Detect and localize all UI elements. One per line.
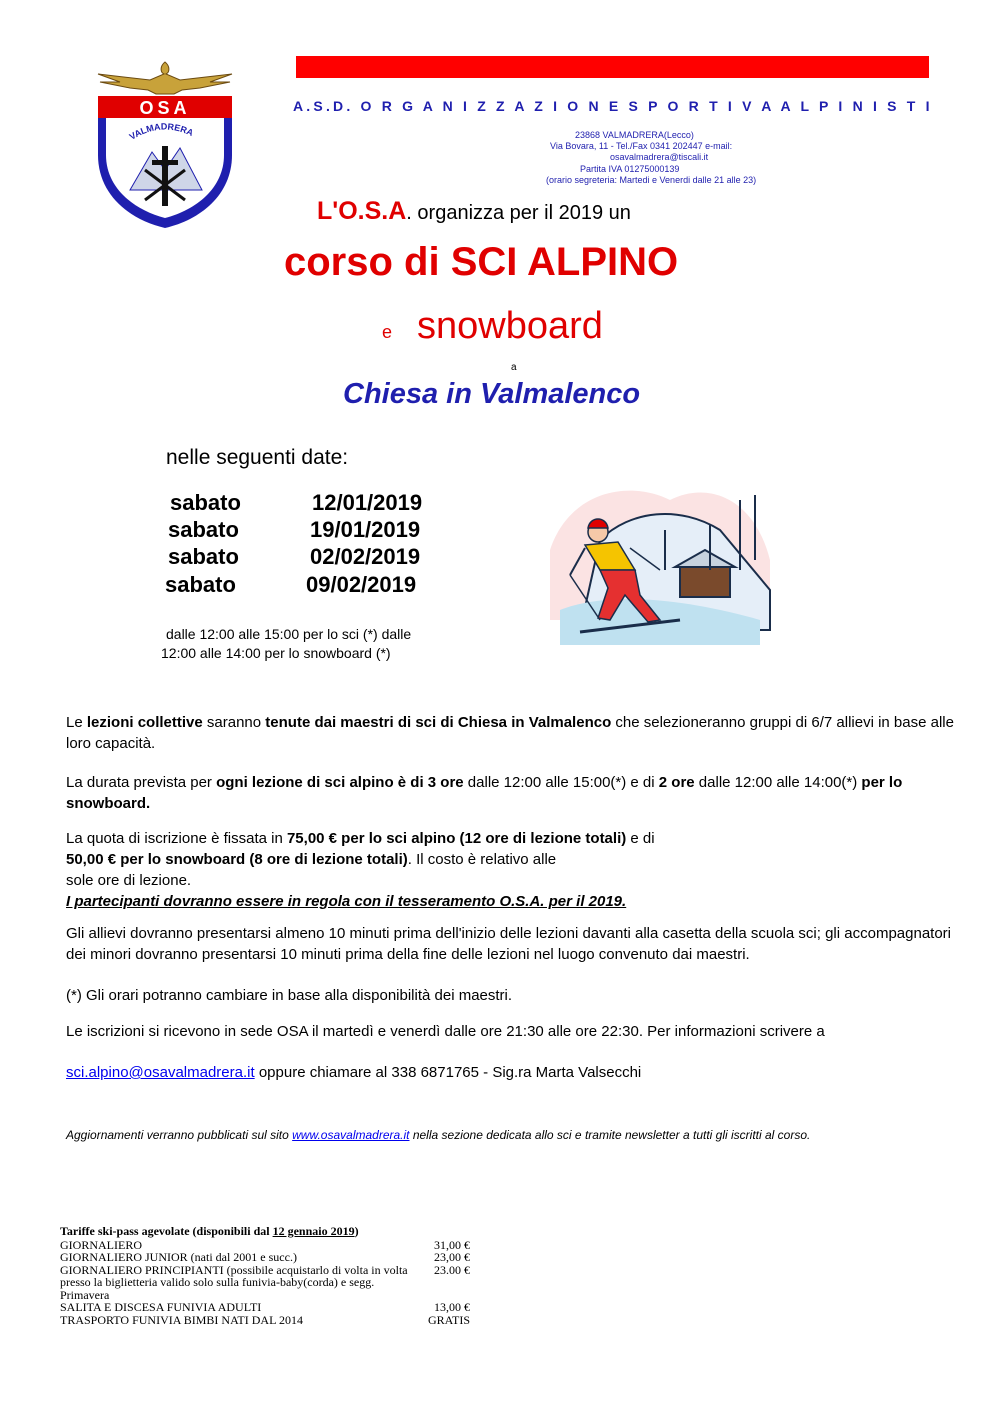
tariffs-title: Tariffe ski-pass agevolate (disponibili dal 12 gennaio 2019) [60,1224,359,1238]
date-value: 09/02/2019 [306,572,417,597]
paragraph-lessons: Le lezioni collettive saranno tenute dai maestri di sci di Chiesa in Valmalenco che selezioneranno gruppi di 6/7 allievi in base alle loro capacità. [66,714,954,752]
tariff-row: GIORNALIERO JUNIOR (nati dal 2001 e succ.) 23,00 € [60,1250,470,1264]
header-red-bar [296,56,929,78]
skier-illustration-icon [540,470,780,650]
paragraph-schedule-note: (*) Gli orari potranno cambiare in base alla disponibilità dei maestri. [66,987,513,1004]
svg-text:OSA: OSA [139,98,191,118]
website-link[interactable]: www.osavalmadrera.it [292,1128,410,1142]
course-title: corso di SCI ALPINO [284,240,679,284]
tariff-row: GIORNALIERO PRINCIPIANTI (possibile acquistarlo di volta in volta presso la biglietteria valido solo sulla funivia-baby(corda) e segg. Primavera23.00 € [60,1262,470,1302]
paragraph-arrival: Gli allievi dovranno presentarsi almeno 10 minuti prima dell'inizio delle lezioni davanti alla casetta della scuola sci; gli accompagnatori dei minori dovranno presentarsi 10 minuti prima della fine delle lezioni nel luogo convenuto dai maestri. [66,925,951,963]
email-link[interactable]: sci.alpino@osavalmadrera.it [66,1064,255,1081]
course-location: Chiesa in Valmalenco [343,378,641,410]
date-day: sabato [168,544,239,569]
course-subtitle: snowboard [417,305,603,347]
tariffs-table [60,1225,470,1326]
contact-line: 23868 VALMADRERA(Lecco) [575,130,694,140]
intro-line [317,197,631,226]
tariff-row: SALITA E DISCESA FUNIVIA ADULTI 13,00 € [60,1300,470,1314]
contact-hours: (orario segreteria: Martedi e Venerdi dalle 21 alle 23) [546,175,757,185]
conjunction-a: a [511,362,517,373]
paragraph-contact: sci.alpino@osavalmadrera.it oppure chiamare al 338 6871765 - Sig.ra Marta Valsecchi [66,1064,642,1081]
contact-line: Via Bovara, 11 - Tel./Fax 0341 202447 e-mail: [550,141,733,151]
date-day: sabato [170,490,241,515]
paragraph-fee: La quota di iscrizione è fissata in 75,00 € per lo sci alpino (12 ore di lezione totali) e di 50,00 € per lo snowboard (8 ore di lezione totali). Il costo è relativo alle sole ore di lezione. I partecipanti dovranno essere in regola con il tesseramento O.S.A. per il 2019. [66,830,655,910]
intro-osa: L'O.S.A [317,197,407,225]
hours-line: dalle 12:00 alle 15:00 per lo sci (*) dalle [166,626,412,642]
dates-label: nelle seguenti date: [166,446,349,469]
contact-email: osavalmadrera@tiscali.it [610,152,709,162]
updates-note: Aggiornamenti verranno pubblicati sul sito www.osavalmadrera.it nella sezione dedicata allo sci e tramite newsletter a tutti gli iscritti al corso. [66,1128,811,1142]
paragraph-duration: La durata prevista per ogni lezione di sci alpino è di 3 ore dalle 12:00 alle 15:00(*) e di 2 ore dalle 12:00 alle 14:00(*) per lo snowboard. [66,774,903,812]
svg-text:VALMADRERA: VALMADRERA [127,121,195,142]
date-day: sabato [168,517,239,542]
date-value: 12/01/2019 [312,490,423,515]
osa-logo-icon [90,60,240,230]
paragraph-registration: Le iscrizioni si ricevono in sede OSA il martedì e venerdì dalle ore 21:30 alle ore 22:30. Per informazioni scrivere a [66,1023,825,1040]
membership-notice: I partecipanti dovranno essere in regola con il tesseramento O.S.A. per il 2019. [66,893,627,910]
organization-name: A.S.D. O R G A N I Z Z A Z I O N E S P O R T I V A A L P I N I S T I [293,98,933,114]
conjunction-e: e [382,322,393,342]
intro-rest: . organizza per il 2019 un [406,202,631,224]
contact-vat: Partita IVA 01275000139 [580,164,680,174]
date-value: 19/01/2019 [310,517,421,542]
date-day: sabato [165,572,236,597]
tariff-row: TRASPORTO FUNIVIA BIMBI NATI DAL 2014 GRATIS [60,1312,470,1327]
hours-line: 12:00 alle 14:00 per lo snowboard (*) [161,645,391,661]
date-value: 02/02/2019 [310,544,421,569]
tariff-row: GIORNALIERO 31,00 € [60,1237,470,1252]
